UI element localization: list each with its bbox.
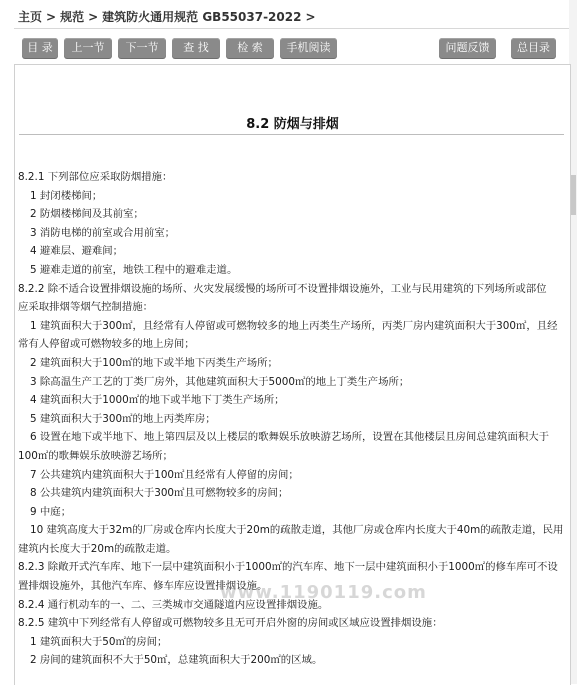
- spec-line: 建筑内长度大于20m的疏散走道。: [18, 542, 177, 555]
- next-section-button[interactable]: 下一节: [118, 38, 166, 58]
- spec-line: 8.2.4 通行机动车的一、二、三类城市交通隧道内应设置排烟设施。: [18, 598, 329, 611]
- spec-line: 3 除高温生产工艺的丁类厂房外，其他建筑面积大于5000㎡的地上丁类生产场所；: [30, 375, 410, 388]
- section-title: 8.2 防烟与排烟: [246, 117, 339, 132]
- feedback-button[interactable]: 问题反馈: [439, 38, 496, 58]
- spec-line: 2 房间的建筑面积不大于50㎡，总建筑面积大于200㎡的区域。: [30, 654, 323, 667]
- spec-line: 2 防烟楼梯间及其前室；: [30, 208, 144, 221]
- title-divider: [19, 134, 564, 135]
- spec-line: 2 建筑面积大于100㎡的地下或半地下丙类生产场所；: [30, 356, 278, 369]
- spec-line: 8.2.5 建筑中下列经常有人停留或可燃物较多且无可开启外窗的房间或区域应设置排烟设施：: [18, 617, 443, 630]
- spec-line: 3 消防电梯的前室或合用前室；: [30, 226, 175, 239]
- spec-line: 1 建筑面积大于50㎡的房间；: [30, 635, 168, 648]
- spec-line: 1 建筑面积大于300㎡，且经常有人停留或可燃物较多的地上丙类生产场所，丙类厂房内建筑面积大于300㎡，且经: [30, 319, 558, 332]
- watermark: www.1190119.com: [220, 582, 427, 603]
- spec-line: 5 建筑面积大于300㎡的地上丙类库房；: [30, 412, 216, 425]
- spec-line: 8.2.2 除不适合设置排烟设施的场所、火灾发展缓慢的场所可不设置排烟设施外，工业与民用建筑的下列场所或部位: [18, 282, 547, 295]
- header-divider: [14, 28, 570, 29]
- spec-line: 8.2.3 除敞开式汽车库、地下一层中建筑面积小于1000㎡的汽车库、地下一层中建筑面积小于1000㎡的修车库可不设: [18, 561, 558, 574]
- toolbar: [22, 38, 558, 58]
- contents-button[interactable]: 目 录: [22, 38, 58, 58]
- search-button[interactable]: 检 索: [226, 38, 274, 58]
- spec-line: 4 建筑面积大于1000㎡的地下或半地下丁类生产场所；: [30, 394, 285, 407]
- master-contents-button[interactable]: 总目录: [511, 38, 556, 58]
- previous-section-button[interactable]: 上一节: [64, 38, 112, 58]
- breadcrumb-home[interactable]: 主页: [18, 10, 43, 24]
- breadcrumb-separator: >: [305, 10, 316, 24]
- mobile-reading-button[interactable]: 手机阅读: [280, 38, 337, 58]
- find-button[interactable]: 查 找: [172, 38, 220, 58]
- spec-line: 10 建筑高度大于32m的厂房或仓库内长度大于20m的疏散走道，其他厂房或仓库内长度大于40m的疏散走道，民用: [30, 524, 564, 537]
- breadcrumb-current-spec[interactable]: 建筑防火通用规范 GB55037-2022: [102, 10, 302, 24]
- spec-line: 1 封闭楼梯间；: [30, 189, 103, 202]
- breadcrumb: [18, 8, 320, 25]
- spec-line: 置排烟设施外，其他汽车库、修车库应设置排烟设施。: [18, 580, 268, 593]
- spec-line: 100㎡的歌舞娱乐放映游艺场所；: [18, 449, 173, 462]
- breadcrumb-specs[interactable]: 规范: [60, 10, 85, 24]
- breadcrumb-separator: >: [46, 10, 57, 24]
- spec-line: 7 公共建筑内建筑面积大于100㎡且经常有人停留的房间；: [30, 468, 299, 481]
- spec-line: 6 设置在地下或半地下、地上第四层及以上楼层的歌舞娱乐放映游艺场所，设置在其他楼层且房间总建筑面积大于: [30, 431, 550, 444]
- spec-line: 8 公共建筑内建筑面积大于300㎡且可燃物较多的房间；: [30, 487, 289, 500]
- spec-line: 9 中庭；: [30, 505, 72, 518]
- spec-line: 应采取排烟等烟气控制措施：: [18, 301, 154, 314]
- spec-line: 常有人停留或可燃物较多的地上房间；: [18, 338, 195, 351]
- spec-line: 8.2.1 下列部位应采取防烟措施：: [18, 171, 173, 183]
- spec-line: 4 避难层、避难间；: [30, 245, 124, 258]
- spec-line: 5 避难走道的前室，地铁工程中的避难走道。: [30, 263, 238, 276]
- breadcrumb-separator: >: [88, 10, 99, 24]
